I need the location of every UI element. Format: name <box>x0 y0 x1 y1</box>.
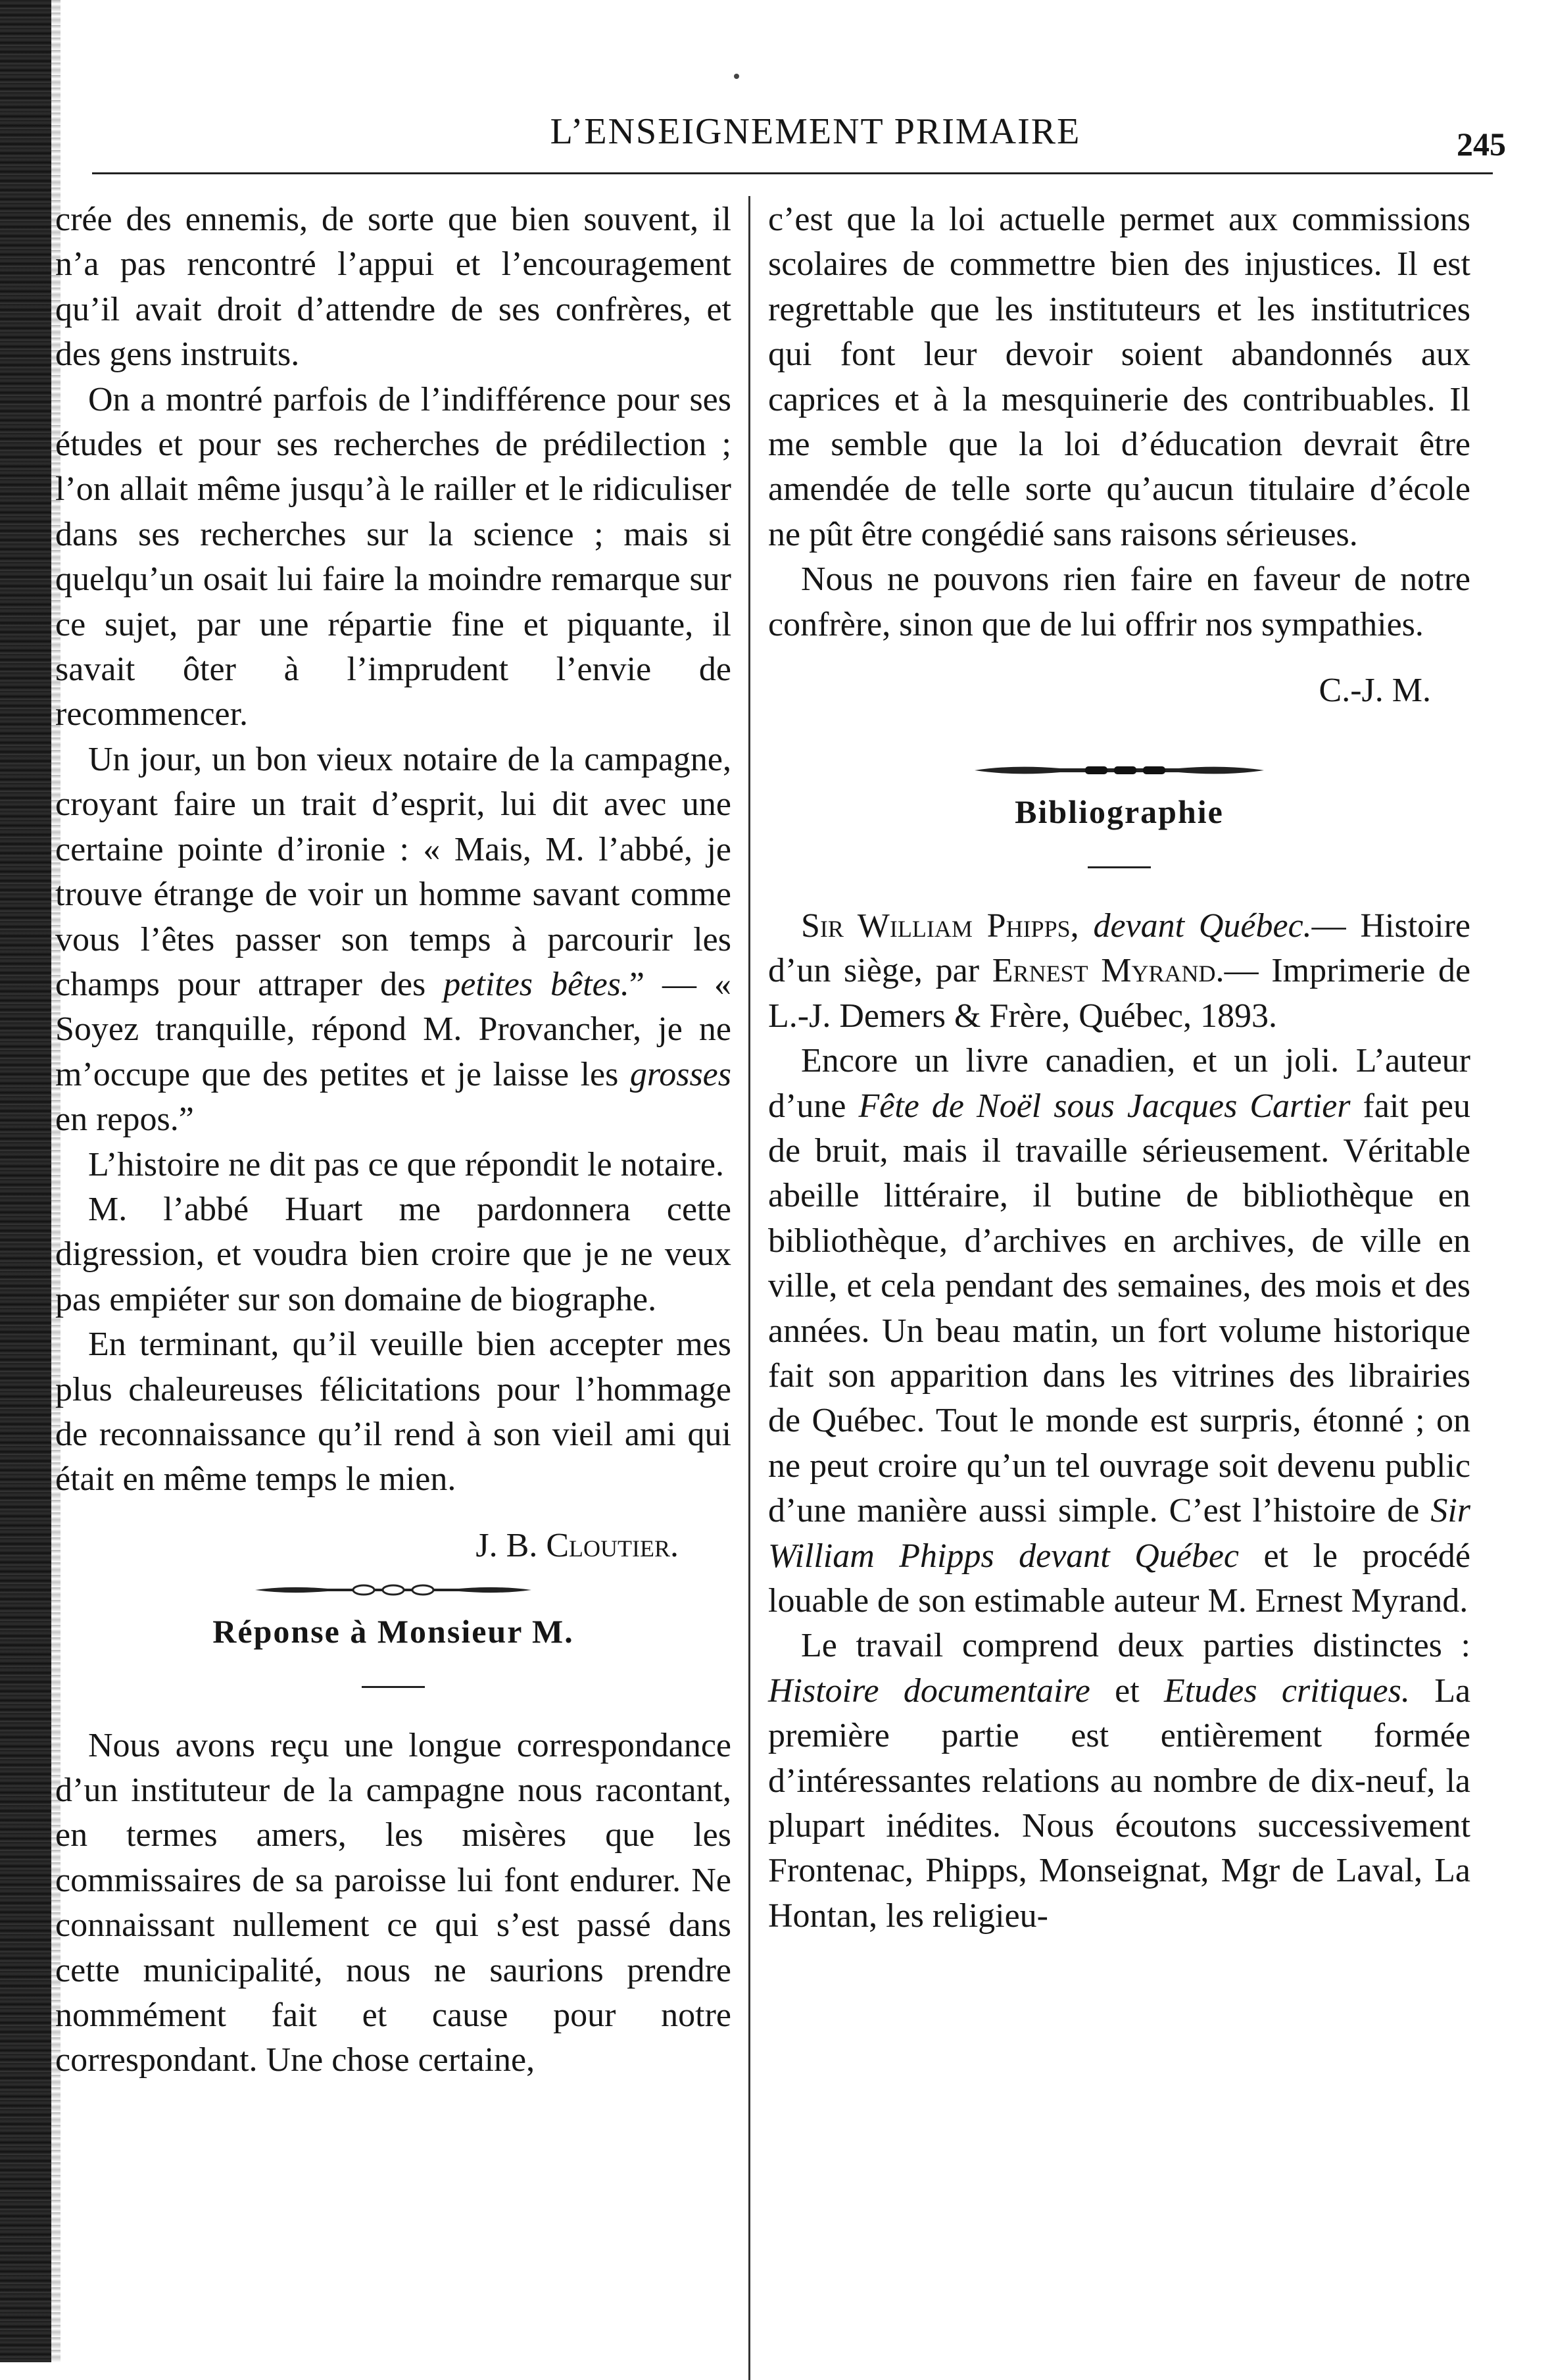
paragraph: M. l’abbé Huart me pardonnera cette digression, et voudra bien croire que je ne veux pas empiéter sur son domaine de biographe. <box>55 1190 731 1318</box>
text-run: — Imprimerie de L.-J. Demers & Frère, Québec, 1893. <box>768 952 1471 1035</box>
paragraph <box>768 1039 1470 1624</box>
right-column <box>768 197 1470 1939</box>
text-run: Ernest Myrand. <box>992 952 1225 990</box>
paragraph: c’est que la loi actuelle permet aux commissions scolaires de commettre bien des injustices. Il est regrettable que les instituteurs et les institutrices qui font leur devoir soient abandonnés aux caprices et à la mesquinerie des contribuables. Il me semble que la loi d’éducation devrait être amendée de telle sorte qu’aucun titulaire d’école ne pût être congédié sans raisons sérieuses. <box>768 201 1470 553</box>
paragraph: Nous ne pouvons rien faire en faveur de notre confrère, sinon que de lui offrir nos sympathies. <box>768 560 1470 643</box>
text-run: La première partie est entièrement formée d’intéressantes relations au nombre de dix-neuf, la plupart inédites. Nous écoutons successivement Frontenac, Phipps, Monseignat, Mgr de Laval, La Hontan, les religieu- <box>768 1672 1471 1935</box>
text-run: — Histoire d’un siège, par <box>768 906 1470 990</box>
paragraph: Nous avons reçu une longue correspondance d’un instituteur de la campagne nous racontant, en termes amers, les misères que les commissaires de sa paroisse lui font endurer. Ne connaissant nullement ce qui s’est passé dans cette municipalité, nous ne saurions prendre nommément fait et cause pour notre correspondant. Une chose certaine, <box>55 1726 731 2079</box>
signature: J. B. Cloutier. <box>475 1526 679 1564</box>
italic-text: Fête de Noël sous Jacques Cartier <box>858 1087 1351 1125</box>
paragraph: En terminant, qu’il veuille bien accepter mes plus chaleureuses félicitations pour l’hommage de reconnaissance qu’il rend à son vieil ami qui était en même temps le mien. <box>55 1326 731 1499</box>
short-rule <box>362 1686 425 1688</box>
page-number: 245 <box>1457 126 1506 162</box>
column-divider <box>748 196 750 2380</box>
text-run: Encore un livre canadien, et un joli. L’auteur d’une <box>768 1042 1470 1125</box>
signature: C.-J. M. <box>1319 672 1431 710</box>
italic-text: devant Québec. <box>1093 906 1312 945</box>
text-run: et le procédé louable de son estimable auteur M. Ernest Myrand. <box>768 1537 1471 1620</box>
italic-text: Etudes critiques. <box>1164 1672 1410 1710</box>
section-heading: Bibliographie <box>1015 793 1224 831</box>
text-run: Sir William Phipps, <box>801 906 1079 945</box>
binding-edge <box>0 0 51 2362</box>
ornament-divider <box>768 760 1470 780</box>
italic-text: grosses <box>629 1055 732 1093</box>
paragraph: L’histoire ne dit pas ce que répondit le notaire. <box>88 1145 725 1183</box>
text-run: en repos.” <box>55 1101 194 1139</box>
paragraph: On a montré parfois de l’indifférence pour ses études et pour ses recherches de prédilection ; l’on allait même jusqu’à le railler et le ridiculiser dans ses recherches sur la science ; mais si quelqu’un osait lui faire la moindre remarque sur ce sujet, par une répartie fine et piquante, il savait ôter à l’imprudent l’envie de recommencer. <box>55 380 731 733</box>
text-run: ” — « Soyez tranquille, répond M. Provancher, je ne m’occupe que des petites et je laisse les <box>55 965 731 1093</box>
paragraph <box>55 737 731 1143</box>
bibliography-entry <box>768 904 1470 1039</box>
paragraph <box>768 1624 1470 1939</box>
paragraph: crée des ennemis, de sorte que bien souvent, il n’a pas rencontré l’appui et l’encouragement qu’il avait droit d’attendre de ses confrères, et des gens instruits. <box>55 201 731 374</box>
section-heading: Réponse à Monsieur M. <box>212 1613 574 1650</box>
italic-text: Histoire documentaire <box>768 1672 1090 1710</box>
text-run: et <box>1115 1672 1140 1710</box>
text-run: fait peu de bruit, mais il travaille sérieusement. Véritable abeille littéraire, il butine de bibliothèque en bibliothèque, d’archives en archives, de ville en ville, et cela pendant des semaines, des mois et des années. Un beau matin, un fort volume historique fait son apparition dans les vitrines des librairies de Québec. Tout le monde est surpris, étonné ; on ne peut croire qu’un tel ouvrage soit devenu public d’une manière aussi simple. C’est l’histoire de <box>768 1087 1471 1530</box>
ink-speck <box>734 74 739 79</box>
header-rule <box>92 172 1493 174</box>
ornament-divider <box>55 1580 731 1600</box>
italic-text: Sir William Phipps devant Québec <box>768 1492 1470 1575</box>
text-run: Le travail comprend deux parties distinctes : <box>801 1627 1470 1665</box>
running-head-title: L’ENSEIGNEMENT PRIMAIRE <box>550 111 1081 152</box>
text-run: Un jour, un bon vieux notaire de la campagne, croyant faire un trait d’esprit, lui dit avec une certaine pointe d’ironie : « Mais, M. l’abbé, je trouve étrange de voir un homme savant comme vous l’êtes passer son temps à parcourir les champs pour attraper des <box>55 740 731 1003</box>
italic-text: petites bêtes. <box>443 965 629 1003</box>
left-column <box>55 197 731 2083</box>
short-rule <box>1088 866 1151 868</box>
